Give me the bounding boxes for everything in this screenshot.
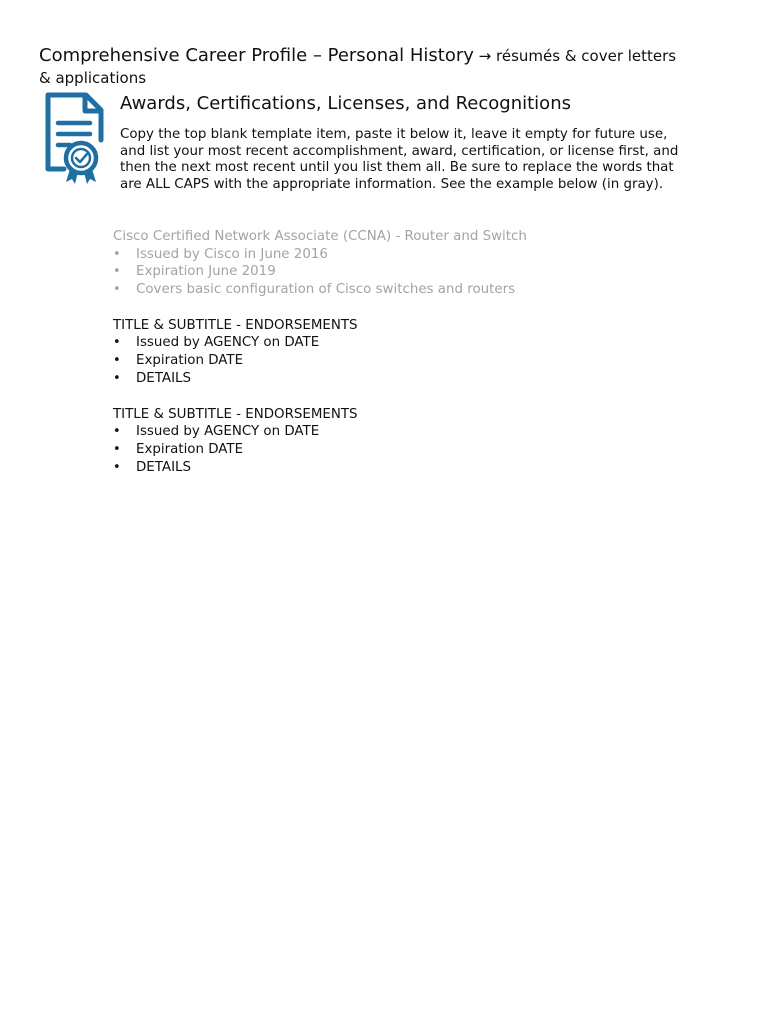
example-issued: Issued by Cisco in June 2016 bbox=[136, 246, 328, 262]
section-instructions: Copy the top blank template item, paste it below it, leave it empty for future use, and list your most recent accomplishment, award, certification, or license first, and then the next most recent until you list them all. Be sure to replace the words that are ALL CAPS with the appropriate information. See the example below (in gray). bbox=[120, 127, 679, 193]
template-entry bbox=[113, 406, 733, 477]
template-entry-details bbox=[113, 334, 733, 387]
example-entry-title: Cisco Certified Network Associate (CCNA) - Router and Switch bbox=[113, 229, 527, 244]
list-item bbox=[113, 334, 733, 352]
page-title: Comprehensive Career Profile – Personal History bbox=[39, 45, 474, 66]
page-header bbox=[39, 45, 689, 89]
bullet-icon: • bbox=[113, 264, 121, 280]
bullet-icon: • bbox=[113, 246, 121, 262]
template-details: DETAILS bbox=[136, 459, 191, 475]
list-item bbox=[113, 459, 733, 477]
list-item bbox=[113, 370, 733, 388]
example-details: Covers basic configuration of Cisco switches and routers bbox=[136, 282, 516, 298]
template-expiration: Expiration DATE bbox=[136, 442, 244, 458]
header-subtitle: résumés & cover letters bbox=[496, 47, 677, 65]
header-arrow: → bbox=[473, 47, 497, 65]
template-issued: Issued by AGENCY on DATE bbox=[136, 424, 320, 440]
certificate-icon bbox=[42, 90, 108, 186]
bullet-icon: • bbox=[113, 370, 121, 386]
header-subtitle-continued: & applications bbox=[39, 69, 147, 87]
template-entry bbox=[113, 317, 733, 388]
entries-list bbox=[113, 228, 733, 495]
bullet-icon: • bbox=[113, 442, 121, 458]
list-item bbox=[113, 246, 733, 264]
bullet-icon: • bbox=[113, 353, 121, 369]
list-item bbox=[113, 281, 733, 299]
bullet-icon: • bbox=[113, 335, 121, 351]
list-item bbox=[113, 423, 733, 441]
bullet-icon: • bbox=[113, 424, 121, 440]
template-entry-title: TITLE & SUBTITLE - ENDORSEMENTS bbox=[113, 406, 358, 422]
list-item bbox=[113, 441, 733, 459]
list-item bbox=[113, 263, 733, 281]
template-entry-details bbox=[113, 423, 733, 476]
bullet-icon: • bbox=[113, 282, 121, 298]
example-entry bbox=[113, 228, 733, 299]
section-title: Awards, Certifications, Licenses, and Recognitions bbox=[120, 93, 571, 114]
template-details: DETAILS bbox=[136, 370, 191, 386]
template-expiration: Expiration DATE bbox=[136, 353, 244, 369]
bullet-icon: • bbox=[113, 459, 121, 475]
template-entry-title: TITLE & SUBTITLE - ENDORSEMENTS bbox=[113, 317, 358, 333]
example-expiration: Expiration June 2019 bbox=[136, 264, 276, 280]
list-item bbox=[113, 352, 733, 370]
example-entry-details bbox=[113, 246, 733, 299]
template-issued: Issued by AGENCY on DATE bbox=[136, 335, 320, 351]
